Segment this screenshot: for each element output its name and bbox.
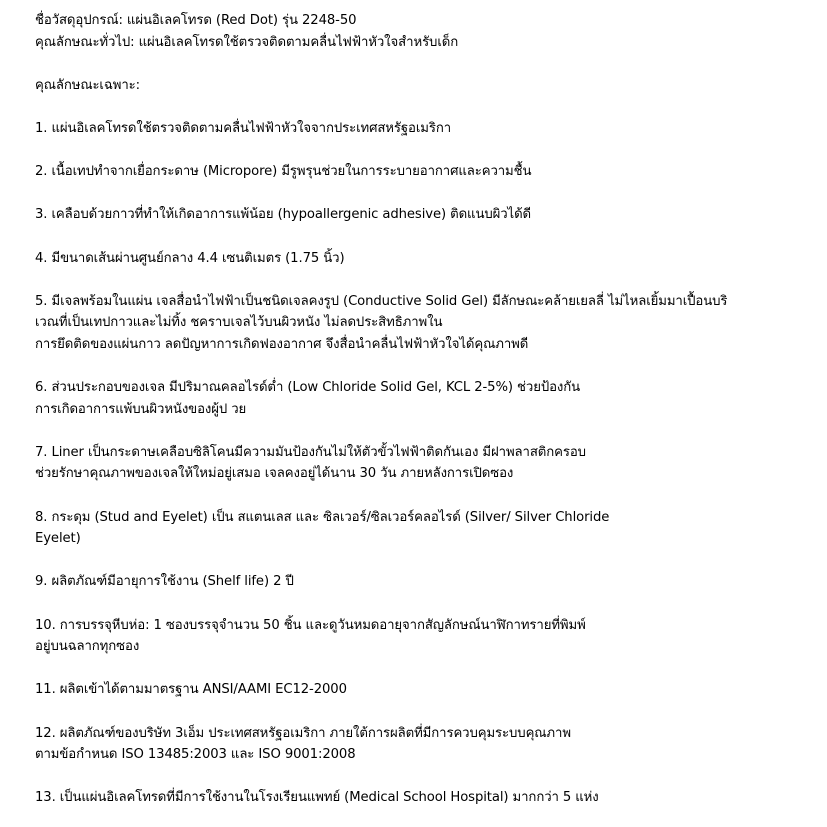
spec-item-line: 5. มีเจลพร้อมในแผ่น เจลสื่อนำไฟฟ้าเป็นชนิดเจลคงรูป (Conductive Solid Gel) มีลักษณะคล้ายเยลลี่ ไม่ไหลเยิ้มมาเปื้อนบริ <box>35 293 728 309</box>
spec-item <box>35 377 815 420</box>
spec-item-line: 1. แผ่นอิเลคโทรดใช้ตรวจติดตามคลื่นไฟฟ้าหัวใจจากประเทศสหรัฐอเมริกา <box>35 120 452 136</box>
spec-item <box>35 787 815 809</box>
spec-item <box>35 679 815 701</box>
spec-item <box>35 291 815 356</box>
spec-item-line: 4. มีขนาดเส้นผ่านศูนย์กลาง 4.4 เซนติเมตร (1.75 นิ้ว) <box>35 250 345 266</box>
spec-item <box>35 507 815 550</box>
spec-item-line: ช่วยรักษาคุณภาพของเจลให้ใหม่อยู่เสมอ เจลคงอยู่ได้นาน 30 วัน ภายหลังการเปิดซอง <box>35 466 514 482</box>
spec-item-line: การยึดติดของแผ่นกาว ลดปัญหาการเกิดฟองอากาศ จึงสื่อนำคลื่นไฟฟ้าหัวใจได้คุณภาพดี <box>35 336 529 352</box>
spec-item-line: 13. เป็นแผ่นอิเลคโทรดที่มีการใช้งานในโรงเรียนแพทย์ (Medical School Hospital) มากกว่า 5 แห่ง <box>35 790 599 806</box>
spec-item <box>35 615 815 658</box>
spec-item-line: 2. เนื้อเทปทำจากเยื่อกระดาษ (Micropore) มีรูพรุนช่วยในการระบายอากาศและความชื้น <box>35 164 532 180</box>
spec-document <box>35 10 815 809</box>
spacer <box>35 701 815 723</box>
spacer <box>35 96 815 118</box>
spacer <box>35 766 815 788</box>
spec-item <box>35 571 815 593</box>
spec-item-line: Eyelet) <box>35 531 81 547</box>
spacer <box>35 420 815 442</box>
spacer <box>35 269 815 291</box>
spacer <box>35 593 815 615</box>
spacer <box>35 356 815 378</box>
spacer <box>35 485 815 507</box>
spec-item <box>35 118 815 140</box>
spec-item-line: 8. กระดุม (Stud and Eyelet) เป็น สแตนเลส และ ซิลเวอร์/ซิลเวอร์คลอไรด์ (Silver/ Silver Chloride <box>35 509 610 525</box>
spec-list <box>35 96 815 809</box>
spec-item-line: 9. ผลิตภัณฑ์มีอายุการใช้งาน (Shelf life) 2 ปี <box>35 574 294 590</box>
spec-item-line: 7. Liner เป็นกระดาษเคลือบซิลิโคนมีความมันป้องกันไม่ให้ตัวขั้วไฟฟ้าติดกันเอง มีฝาพลาสติกครอบ <box>35 444 586 460</box>
spec-item <box>35 442 815 485</box>
spacer <box>35 226 815 248</box>
spec-item <box>35 248 815 270</box>
spec-item <box>35 723 815 766</box>
spec-item <box>35 204 815 226</box>
spec-item-line: เวณที่เป็นเทปกาวและไม่ทิ้ง ชคราบเจลไว้บนผิวหนัง ไม่ลดประสิทธิภาพใน <box>35 315 443 331</box>
spec-item-line: 10. การบรรจุหีบห่อ: 1 ซองบรรจุจำนวน 50 ชิ้น และดูวันหมดอายุจากสัญลักษณ์นาฬิกาทรายที่พิมพ์ <box>35 617 586 633</box>
spec-item-line: ตามข้อกำหนด ISO 13485:2003 และ ISO 9001:2008 <box>35 747 356 763</box>
product-name-line: ชื่อวัสดุอุปกรณ์: แผ่นอิเลคโทรด (Red Dot) รุ่น 2248-50 <box>35 13 357 28</box>
spacer <box>35 658 815 680</box>
specs-heading: คุณลักษณะเฉพาะ: <box>35 77 140 93</box>
general-description-line: คุณลักษณะทั่วไป: แผ่นอิเลคโทรดใช้ตรวจติดตามคลื่นไฟฟ้าหัวใจสำหรับเด็ก <box>35 34 459 50</box>
spec-item-line: 3. เคลือบด้วยกาวที่ทำให้เกิดอาการแพ้น้อย (hypoallergenic adhesive) ติดแนบผิวได้ดี <box>35 207 532 223</box>
spacer <box>35 550 815 572</box>
spec-item <box>35 161 815 183</box>
spacer <box>35 183 815 205</box>
spacer <box>35 140 815 162</box>
spec-item-line: อยู่บนฉลากทุกซอง <box>35 639 140 655</box>
spec-item-line: 11. ผลิตเข้าได้ตามมาตรฐาน ANSI/AAMI EC12-2000 <box>35 682 347 698</box>
spacer <box>35 53 815 75</box>
spec-item-line: การเกิดอาการแพ้บนผิวหนังของผู้ป วย <box>35 401 247 417</box>
spec-item-line: 6. ส่วนประกอบของเจล มีปริมาณคลอไรด์ต่ำ (Low Chloride Solid Gel, KCL 2-5%) ช่วยป้องกัน <box>35 380 581 396</box>
spec-item-line: 12. ผลิตภัณฑ์ของบริษัท 3เอ็ม ประเทศสหรัฐอเมริกา ภายใต้การผลิตที่มีการควบคุมระบบคุณภาพ <box>35 725 571 741</box>
